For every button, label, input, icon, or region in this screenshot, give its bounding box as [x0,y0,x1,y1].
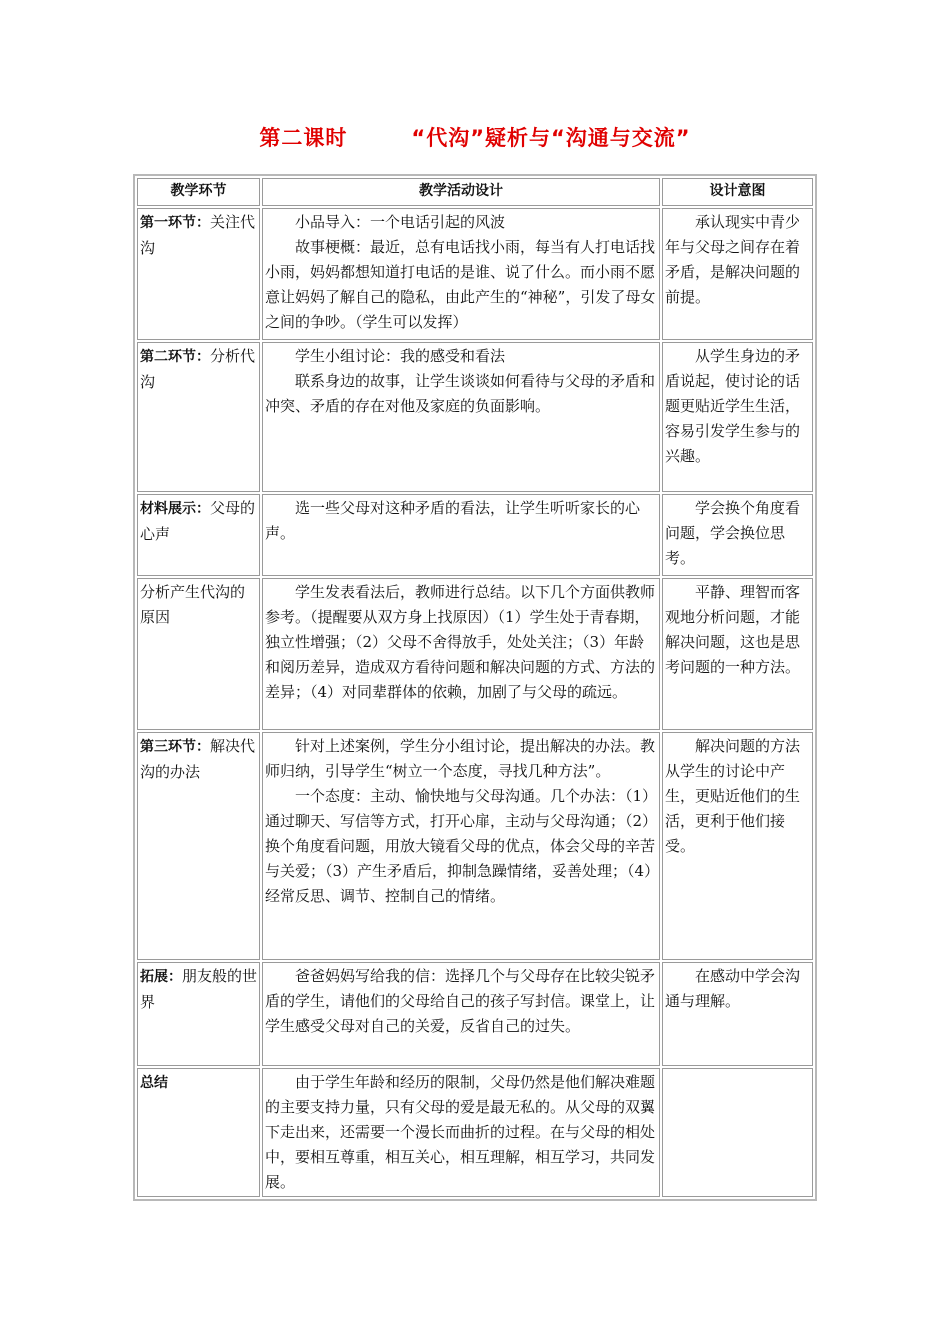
intent-cell [662,1068,813,1197]
stage-cell: 总结 [137,1068,260,1197]
intent-cell: 平静、理智而客观地分析问题，才能解决问题，这也是思考问题的一种方法。 [662,578,813,730]
activity-cell: 学生小组讨论：我的感受和看法 联系身边的故事，让学生谈谈如何看待与父母的矛盾和冲突、矛盾的存在对他及家庭的负面影响。 [262,342,660,492]
lesson-plan-table [133,174,817,1201]
intent-cell: 在感动中学会沟通与理解。 [662,962,813,1066]
header-intent: 设计意图 [662,178,813,206]
intent-cell: 学会换个角度看问题，学会换位思考。 [662,494,813,576]
activity-cell: 选一些父母对这种矛盾的看法，让学生听听家长的心声。 [262,494,660,576]
page-title [0,122,950,152]
intent-cell: 解决问题的方法从学生的讨论中产生，更贴近他们的生活，更利于他们接受。 [662,732,813,960]
stage-cell: 第三环节：解决代沟的办法 [137,732,260,960]
activity-cell: 爸爸妈妈写给我的信：选择几个与父母存在比较尖锐矛盾的学生，请他们的父母给自己的孩子写封信。课堂上，让学生感受父母对自己的关爱，反省自己的过失。 [262,962,660,1066]
intent-cell: 承认现实中青少年与父母之间存在着矛盾，是解决问题的前提。 [662,208,813,340]
stage-cell: 材料展示：父母的心声 [137,494,260,576]
activity-cell: 针对上述案例，学生分小组讨论，提出解决的办法。教师归纳，引导学生“树立一个态度，寻找几种方法”。 一个态度：主动、愉快地与父母沟通。几个办法：（1）通过聊天、写信等方式，打开心扉，主动与父母沟通；（2）换个角度看问题，用放大镜看父母的优点，体会父母的辛苦与关爱；（3）产生矛盾后，抑制急躁情绪，妥善处理；（4）经常反思、调节、控制自己的情绪。 [262,732,660,960]
header-stage: 教学环节 [137,178,260,206]
title-lesson: 第二课时 [259,126,348,150]
activity-cell: 学生发表看法后，教师进行总结。以下几个方面供教师参考。（提醒要从双方身上找原因）（1）学生处于青春期，独立性增强；（2）父母不舍得放手，处处关注；（3）年龄和阅历差异，造成双方看待问题和解决问题的方式、方法的差异；（4）对同辈群体的依赖，加剧了与父母的疏远。 [262,578,660,730]
stage-cell: 拓展：朋友般的世界 [137,962,260,1066]
intent-cell: 从学生身边的矛盾说起，使讨论的话题更贴近学生生活，容易引发学生参与的兴趣。 [662,342,813,492]
table-header-row [137,178,813,206]
table-row [137,732,813,960]
table-row [137,962,813,1066]
stage-cell: 第一环节：关注代沟 [137,208,260,340]
table-row [137,342,813,492]
stage-cell: 第二环节：分析代沟 [137,342,260,492]
table-row [137,494,813,576]
activity-cell: 小品导入：一个电话引起的风波 故事梗概：最近，总有电话找小雨，每当有人打电话找小雨，妈妈都想知道打电话的是谁、说了什么。而小雨不愿意让妈妈了解自己的隐私，由此产生的“神秘”，引发了母女之间的争吵。（学生可以发挥） [262,208,660,340]
header-activity: 教学活动设计 [262,178,660,206]
table-row [137,578,813,730]
table-row [137,1068,813,1197]
activity-cell: 由于学生年龄和经历的限制，父母仍然是他们解决难题的主要支持力量，只有父母的爱是最无私的。从父母的双翼下走出来，还需要一个漫长而曲折的过程。在与父母的相处中，要相互尊重，相互关心，相互理解，相互学习，共同发展。 [262,1068,660,1197]
table-row [137,208,813,340]
title-topic: “代沟”疑析与“沟通与交流” [411,126,691,150]
stage-cell: 分析产生代沟的原因 [137,578,260,730]
